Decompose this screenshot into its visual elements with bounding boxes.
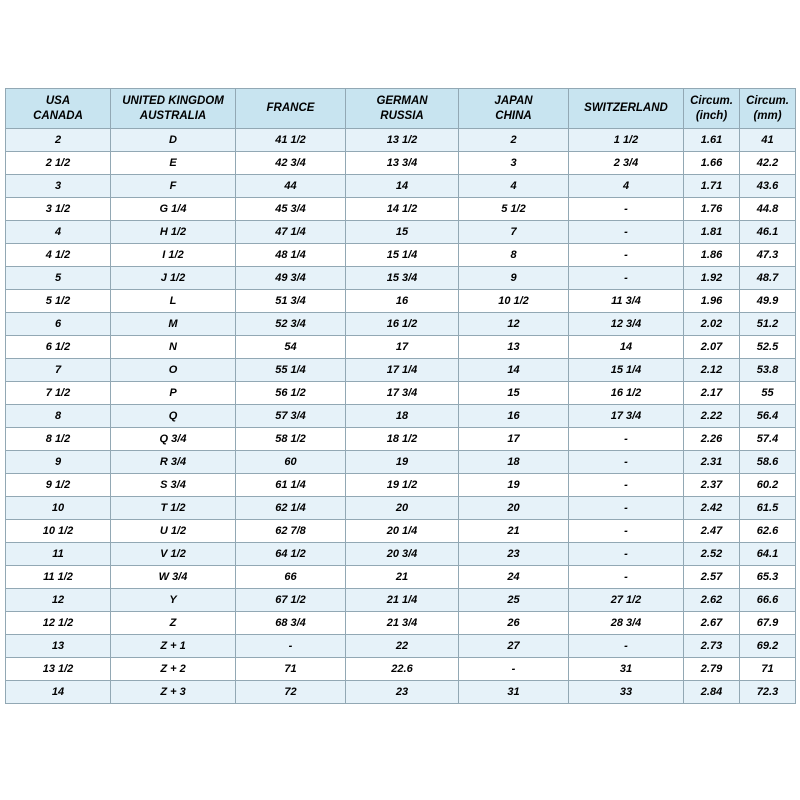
cell-circum-inch: 2.84	[684, 681, 740, 704]
cell-uk-australia: S 3/4	[111, 474, 236, 497]
cell-usa-canada: 11	[6, 543, 111, 566]
cell-usa-canada: 8	[6, 405, 111, 428]
column-header-line: JAPAN	[494, 94, 533, 107]
cell-german-russia: 16 1/2	[346, 313, 459, 336]
cell-france: 66	[236, 566, 346, 589]
column-header-line: SWITZERLAND	[584, 102, 668, 115]
cell-france: 45 3/4	[236, 198, 346, 221]
cell-switzerland: -	[569, 221, 684, 244]
cell-german-russia: 18 1/2	[346, 428, 459, 451]
cell-german-russia: 21 1/4	[346, 589, 459, 612]
cell-switzerland: 14	[569, 336, 684, 359]
cell-german-russia: 17 1/4	[346, 359, 459, 382]
cell-uk-australia: L	[111, 290, 236, 313]
cell-uk-australia: Z + 1	[111, 635, 236, 658]
cell-switzerland: -	[569, 244, 684, 267]
cell-circum-mm: 44.8	[740, 198, 796, 221]
cell-german-russia: 15 1/4	[346, 244, 459, 267]
table-row	[6, 681, 796, 704]
table-row	[6, 428, 796, 451]
cell-uk-australia: G 1/4	[111, 198, 236, 221]
table-row	[6, 198, 796, 221]
table-row	[6, 543, 796, 566]
cell-uk-australia: F	[111, 175, 236, 198]
cell-usa-canada: 7 1/2	[6, 382, 111, 405]
cell-circum-mm: 43.6	[740, 175, 796, 198]
cell-france: 64 1/2	[236, 543, 346, 566]
cell-circum-inch: 1.71	[684, 175, 740, 198]
table-row	[6, 152, 796, 175]
cell-uk-australia: H 1/2	[111, 221, 236, 244]
cell-japan-china: 18	[459, 451, 569, 474]
cell-circum-mm: 66.6	[740, 589, 796, 612]
cell-france: 54	[236, 336, 346, 359]
cell-circum-mm: 49.9	[740, 290, 796, 313]
cell-circum-inch: 2.31	[684, 451, 740, 474]
table-row	[6, 267, 796, 290]
table-row	[6, 566, 796, 589]
cell-france: 72	[236, 681, 346, 704]
cell-france: 41 1/2	[236, 129, 346, 152]
cell-france: 51 3/4	[236, 290, 346, 313]
table-row	[6, 474, 796, 497]
cell-circum-mm: 71	[740, 658, 796, 681]
column-header-german-russia	[346, 89, 459, 129]
cell-japan-china: 24	[459, 566, 569, 589]
table-row	[6, 336, 796, 359]
cell-switzerland: -	[569, 497, 684, 520]
cell-circum-mm: 46.1	[740, 221, 796, 244]
cell-switzerland: 27 1/2	[569, 589, 684, 612]
table-row	[6, 359, 796, 382]
cell-circum-inch: 2.67	[684, 612, 740, 635]
cell-switzerland: -	[569, 543, 684, 566]
cell-circum-mm: 58.6	[740, 451, 796, 474]
cell-france: 61 1/4	[236, 474, 346, 497]
cell-usa-canada: 9 1/2	[6, 474, 111, 497]
table-row	[6, 382, 796, 405]
cell-circum-inch: 2.02	[684, 313, 740, 336]
cell-japan-china: 9	[459, 267, 569, 290]
cell-circum-inch: 1.96	[684, 290, 740, 313]
cell-usa-canada: 3	[6, 175, 111, 198]
cell-uk-australia: P	[111, 382, 236, 405]
cell-circum-mm: 56.4	[740, 405, 796, 428]
cell-usa-canada: 2	[6, 129, 111, 152]
cell-usa-canada: 9	[6, 451, 111, 474]
cell-circum-mm: 65.3	[740, 566, 796, 589]
cell-german-russia: 14	[346, 175, 459, 198]
column-header-line: CHINA	[495, 109, 532, 122]
column-header-line: Circum.	[690, 94, 733, 107]
cell-circum-mm: 52.5	[740, 336, 796, 359]
cell-circum-inch: 1.81	[684, 221, 740, 244]
table-row	[6, 129, 796, 152]
table-row	[6, 497, 796, 520]
cell-circum-mm: 72.3	[740, 681, 796, 704]
cell-circum-inch: 2.57	[684, 566, 740, 589]
cell-usa-canada: 5 1/2	[6, 290, 111, 313]
cell-uk-australia: I 1/2	[111, 244, 236, 267]
cell-france: 56 1/2	[236, 382, 346, 405]
cell-circum-inch: 2.07	[684, 336, 740, 359]
cell-circum-inch: 1.86	[684, 244, 740, 267]
cell-switzerland: 12 3/4	[569, 313, 684, 336]
column-header-uk-australia	[111, 89, 236, 129]
cell-circum-inch: 2.73	[684, 635, 740, 658]
cell-japan-china: 14	[459, 359, 569, 382]
cell-switzerland: 17 3/4	[569, 405, 684, 428]
cell-german-russia: 17	[346, 336, 459, 359]
cell-japan-china: 4	[459, 175, 569, 198]
cell-france: 52 3/4	[236, 313, 346, 336]
cell-usa-canada: 2 1/2	[6, 152, 111, 175]
cell-circum-mm: 69.2	[740, 635, 796, 658]
column-header-usa-canada	[6, 89, 111, 129]
cell-japan-china: 17	[459, 428, 569, 451]
cell-france: 71	[236, 658, 346, 681]
cell-switzerland: -	[569, 428, 684, 451]
cell-circum-inch: 2.47	[684, 520, 740, 543]
cell-circum-mm: 41	[740, 129, 796, 152]
cell-usa-canada: 5	[6, 267, 111, 290]
cell-usa-canada: 6	[6, 313, 111, 336]
cell-circum-mm: 55	[740, 382, 796, 405]
cell-japan-china: 10 1/2	[459, 290, 569, 313]
cell-switzerland: 2 3/4	[569, 152, 684, 175]
cell-switzerland: 16 1/2	[569, 382, 684, 405]
cell-circum-mm: 48.7	[740, 267, 796, 290]
cell-japan-china: 5 1/2	[459, 198, 569, 221]
cell-france: 47 1/4	[236, 221, 346, 244]
cell-france: 57 3/4	[236, 405, 346, 428]
cell-german-russia: 20 3/4	[346, 543, 459, 566]
cell-france: 44	[236, 175, 346, 198]
cell-german-russia: 22	[346, 635, 459, 658]
cell-switzerland: -	[569, 474, 684, 497]
cell-circum-mm: 47.3	[740, 244, 796, 267]
cell-german-russia: 13 3/4	[346, 152, 459, 175]
header-row	[6, 89, 796, 129]
cell-german-russia: 18	[346, 405, 459, 428]
cell-german-russia: 19	[346, 451, 459, 474]
cell-uk-australia: E	[111, 152, 236, 175]
cell-german-russia: 15	[346, 221, 459, 244]
cell-japan-china: 27	[459, 635, 569, 658]
cell-france: 62 1/4	[236, 497, 346, 520]
cell-circum-inch: 2.52	[684, 543, 740, 566]
cell-usa-canada: 12	[6, 589, 111, 612]
cell-circum-inch: 2.12	[684, 359, 740, 382]
cell-uk-australia: T 1/2	[111, 497, 236, 520]
cell-circum-mm: 57.4	[740, 428, 796, 451]
cell-usa-canada: 7	[6, 359, 111, 382]
table-row	[6, 451, 796, 474]
cell-japan-china: 25	[459, 589, 569, 612]
column-header-circum-mm	[740, 89, 796, 129]
cell-german-russia: 21	[346, 566, 459, 589]
cell-japan-china: 13	[459, 336, 569, 359]
ring-size-chart	[5, 88, 795, 704]
table-row	[6, 520, 796, 543]
cell-german-russia: 17 3/4	[346, 382, 459, 405]
column-header-france	[236, 89, 346, 129]
ring-size-table	[5, 88, 796, 704]
table-row	[6, 589, 796, 612]
cell-uk-australia: Y	[111, 589, 236, 612]
cell-switzerland: -	[569, 635, 684, 658]
cell-switzerland: -	[569, 566, 684, 589]
cell-usa-canada: 13	[6, 635, 111, 658]
cell-circum-inch: 2.62	[684, 589, 740, 612]
cell-circum-inch: 2.37	[684, 474, 740, 497]
cell-uk-australia: Z + 2	[111, 658, 236, 681]
table-body	[6, 129, 796, 704]
cell-uk-australia: Q	[111, 405, 236, 428]
cell-usa-canada: 14	[6, 681, 111, 704]
cell-france: 68 3/4	[236, 612, 346, 635]
column-header-line: USA	[45, 94, 71, 107]
cell-uk-australia: N	[111, 336, 236, 359]
table-row	[6, 313, 796, 336]
cell-circum-inch: 2.22	[684, 405, 740, 428]
cell-circum-mm: 64.1	[740, 543, 796, 566]
cell-switzerland: -	[569, 451, 684, 474]
cell-circum-inch: 2.42	[684, 497, 740, 520]
column-header-line: (inch)	[695, 109, 728, 122]
cell-japan-china: -	[459, 658, 569, 681]
cell-switzerland: 15 1/4	[569, 359, 684, 382]
cell-uk-australia: V 1/2	[111, 543, 236, 566]
cell-german-russia: 14 1/2	[346, 198, 459, 221]
cell-circum-inch: 2.17	[684, 382, 740, 405]
cell-usa-canada: 4	[6, 221, 111, 244]
column-header-line: AUSTRALIA	[139, 109, 207, 122]
cell-switzerland: 4	[569, 175, 684, 198]
cell-japan-china: 19	[459, 474, 569, 497]
cell-uk-australia: Q 3/4	[111, 428, 236, 451]
cell-uk-australia: U 1/2	[111, 520, 236, 543]
cell-uk-australia: W 3/4	[111, 566, 236, 589]
cell-uk-australia: D	[111, 129, 236, 152]
cell-circum-inch: 1.92	[684, 267, 740, 290]
cell-german-russia: 16	[346, 290, 459, 313]
column-header-line: CANADA	[33, 109, 83, 122]
cell-france: 58 1/2	[236, 428, 346, 451]
cell-switzerland: 28 3/4	[569, 612, 684, 635]
table-header	[6, 89, 796, 129]
cell-circum-inch: 1.66	[684, 152, 740, 175]
cell-france: 62 7/8	[236, 520, 346, 543]
cell-usa-canada: 6 1/2	[6, 336, 111, 359]
cell-japan-china: 23	[459, 543, 569, 566]
table-row	[6, 635, 796, 658]
cell-circum-mm: 67.9	[740, 612, 796, 635]
cell-german-russia: 23	[346, 681, 459, 704]
cell-usa-canada: 8 1/2	[6, 428, 111, 451]
cell-japan-china: 2	[459, 129, 569, 152]
cell-japan-china: 20	[459, 497, 569, 520]
cell-france: -	[236, 635, 346, 658]
cell-uk-australia: M	[111, 313, 236, 336]
cell-circum-inch: 2.26	[684, 428, 740, 451]
cell-uk-australia: Z + 3	[111, 681, 236, 704]
cell-usa-canada: 3 1/2	[6, 198, 111, 221]
cell-switzerland: -	[569, 198, 684, 221]
cell-switzerland: -	[569, 267, 684, 290]
cell-japan-china: 12	[459, 313, 569, 336]
column-header-switzerland	[569, 89, 684, 129]
cell-switzerland: -	[569, 520, 684, 543]
cell-german-russia: 21 3/4	[346, 612, 459, 635]
cell-france: 42 3/4	[236, 152, 346, 175]
table-row	[6, 221, 796, 244]
cell-german-russia: 15 3/4	[346, 267, 459, 290]
cell-german-russia: 20	[346, 497, 459, 520]
column-header-line: FRANCE	[266, 102, 315, 115]
cell-japan-china: 26	[459, 612, 569, 635]
cell-switzerland: 1 1/2	[569, 129, 684, 152]
cell-german-russia: 20 1/4	[346, 520, 459, 543]
column-header-line: RUSSIA	[380, 109, 424, 122]
cell-france: 48 1/4	[236, 244, 346, 267]
cell-usa-canada: 10	[6, 497, 111, 520]
cell-japan-china: 21	[459, 520, 569, 543]
cell-uk-australia: R 3/4	[111, 451, 236, 474]
column-header-circum-inch	[684, 89, 740, 129]
cell-circum-mm: 53.8	[740, 359, 796, 382]
cell-circum-mm: 51.2	[740, 313, 796, 336]
cell-france: 67 1/2	[236, 589, 346, 612]
cell-usa-canada: 10 1/2	[6, 520, 111, 543]
table-row	[6, 612, 796, 635]
cell-german-russia: 13 1/2	[346, 129, 459, 152]
table-row	[6, 244, 796, 267]
table-row	[6, 290, 796, 313]
cell-circum-inch: 2.79	[684, 658, 740, 681]
cell-japan-china: 3	[459, 152, 569, 175]
cell-circum-mm: 61.5	[740, 497, 796, 520]
cell-switzerland: 11 3/4	[569, 290, 684, 313]
cell-france: 60	[236, 451, 346, 474]
cell-circum-mm: 42.2	[740, 152, 796, 175]
cell-circum-inch: 1.61	[684, 129, 740, 152]
column-header-line: (mm)	[753, 109, 782, 122]
cell-uk-australia: O	[111, 359, 236, 382]
table-row	[6, 405, 796, 428]
table-row	[6, 658, 796, 681]
cell-usa-canada: 13 1/2	[6, 658, 111, 681]
table-row	[6, 175, 796, 198]
cell-usa-canada: 12 1/2	[6, 612, 111, 635]
cell-german-russia: 22.6	[346, 658, 459, 681]
column-header-japan-china	[459, 89, 569, 129]
cell-japan-china: 8	[459, 244, 569, 267]
cell-uk-australia: J 1/2	[111, 267, 236, 290]
cell-circum-mm: 60.2	[740, 474, 796, 497]
cell-circum-inch: 1.76	[684, 198, 740, 221]
cell-circum-mm: 62.6	[740, 520, 796, 543]
cell-france: 49 3/4	[236, 267, 346, 290]
column-header-line: UNITED KINGDOM	[122, 94, 224, 107]
column-header-line: GERMAN	[376, 94, 428, 107]
cell-switzerland: 33	[569, 681, 684, 704]
cell-uk-australia: Z	[111, 612, 236, 635]
cell-france: 55 1/4	[236, 359, 346, 382]
cell-japan-china: 31	[459, 681, 569, 704]
column-header-line: Circum.	[746, 94, 789, 107]
cell-japan-china: 7	[459, 221, 569, 244]
cell-switzerland: 31	[569, 658, 684, 681]
cell-japan-china: 15	[459, 382, 569, 405]
cell-usa-canada: 4 1/2	[6, 244, 111, 267]
cell-german-russia: 19 1/2	[346, 474, 459, 497]
cell-japan-china: 16	[459, 405, 569, 428]
cell-usa-canada: 11 1/2	[6, 566, 111, 589]
